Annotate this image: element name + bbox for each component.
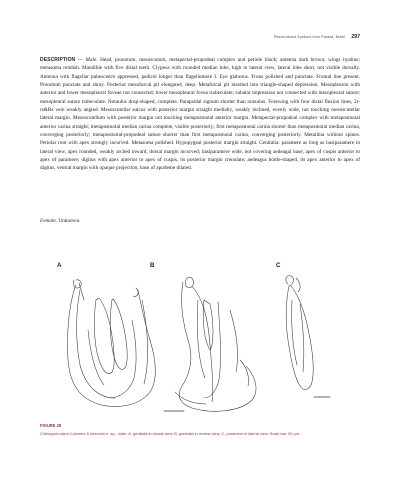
description-body: Head, pronotum, mesoscutum, metapectal-propodeal complex and petiole black; antenna dark brown; wings hyaline; metasoma reddish. Mandible with five distal teeth. Clypeus with rounded median lobe, high in lateral view, lateral lobe short, not visible dorsally. Antenna with flagellar pubescence appressed, pedicel longer than flagellomere I. Eye glabrous. Frons polished and punctate. Frontal line present. Pronotum punctate and shiny. Posterior mesofurcal pit elongated, deep. Metafurcal pit inserted into triangle-shaped depression. Mesopleuron with anterior and lower mesopleural foveae not connected; lower mesopleural fovea trabeculate; subalar impression not connected with mesopleural suture; mesopleural suture trabeculate. Notaulus drop-shaped, complete. Parapsidal signum shorter than notaulus. Forewing with four distal flexion lines, 2r-rs&Rs vein weakly angled. Mesoscutellar sulcus with posterior margin straight medially, weakly inclined, evenly wide, not touching mesoscutellar lateral margin. Mesoscutellum with posterior margin not touching metapostnotal anterior margin. Metapectal-propodeal complex with metapostnotal anterior carina straight; metapostnotal median carina complete, visible posteriorly; first metapostnotal carina shorter than metapostnotal median carina, converging posteriorly; metapostnotal-propodeal suture shorter than first metapostnotal carina, converging posteriorly. Metatibia without spines. Petiolar root with apex strongly incurved. Metasoma polished. Hypopygeal posterior margin straight. Genitalia: paramere as long as basiparamere in lateral view, apex rounded, weakly arched inward, dorsal margin incurved; basiparamere wide, not covering aedeagal base; apex of cuspis anterior to apex of paramere; digitus with apex anterior to apex of cuspis, its posterior margin crenulate; aedeagus bottle-shaped, its apex anterior to apex of digitus, ventral margin with opaque projection, base of apodeme dilated. bbox=[40, 57, 361, 172]
female-text: Unknown. bbox=[58, 218, 81, 224]
female-label: Female. bbox=[40, 218, 58, 224]
running-head-title: Phanerotoma Eyebrus from Paraná, Brazil bbox=[273, 35, 346, 39]
genitalia-dorsal-drawing bbox=[67, 280, 155, 407]
panel-label-a: A bbox=[57, 262, 62, 269]
description-dash: — bbox=[77, 57, 86, 63]
description-heading: DESCRIPTION bbox=[40, 57, 76, 63]
panel-label-c: C bbox=[276, 262, 281, 269]
caption-text: Colombo & Azevedo n. sp., male. A, genitalia in dorsal view; B, genitalia in ventral view; C, paramere in lateral view. Scale bar: 50 µm. bbox=[68, 431, 301, 436]
figure-number: FIGURE 29 bbox=[40, 423, 62, 428]
figure-caption bbox=[40, 431, 370, 436]
sex-label: Male. bbox=[85, 57, 98, 63]
panel-label-b: B bbox=[150, 262, 155, 269]
figure-caption-block bbox=[40, 423, 370, 436]
caption-species: Chilospyris dana bbox=[40, 431, 69, 436]
page-number: 297 bbox=[351, 34, 360, 40]
genitalia-ventral-drawing bbox=[175, 277, 256, 411]
paramere-lateral-drawing bbox=[286, 276, 313, 390]
